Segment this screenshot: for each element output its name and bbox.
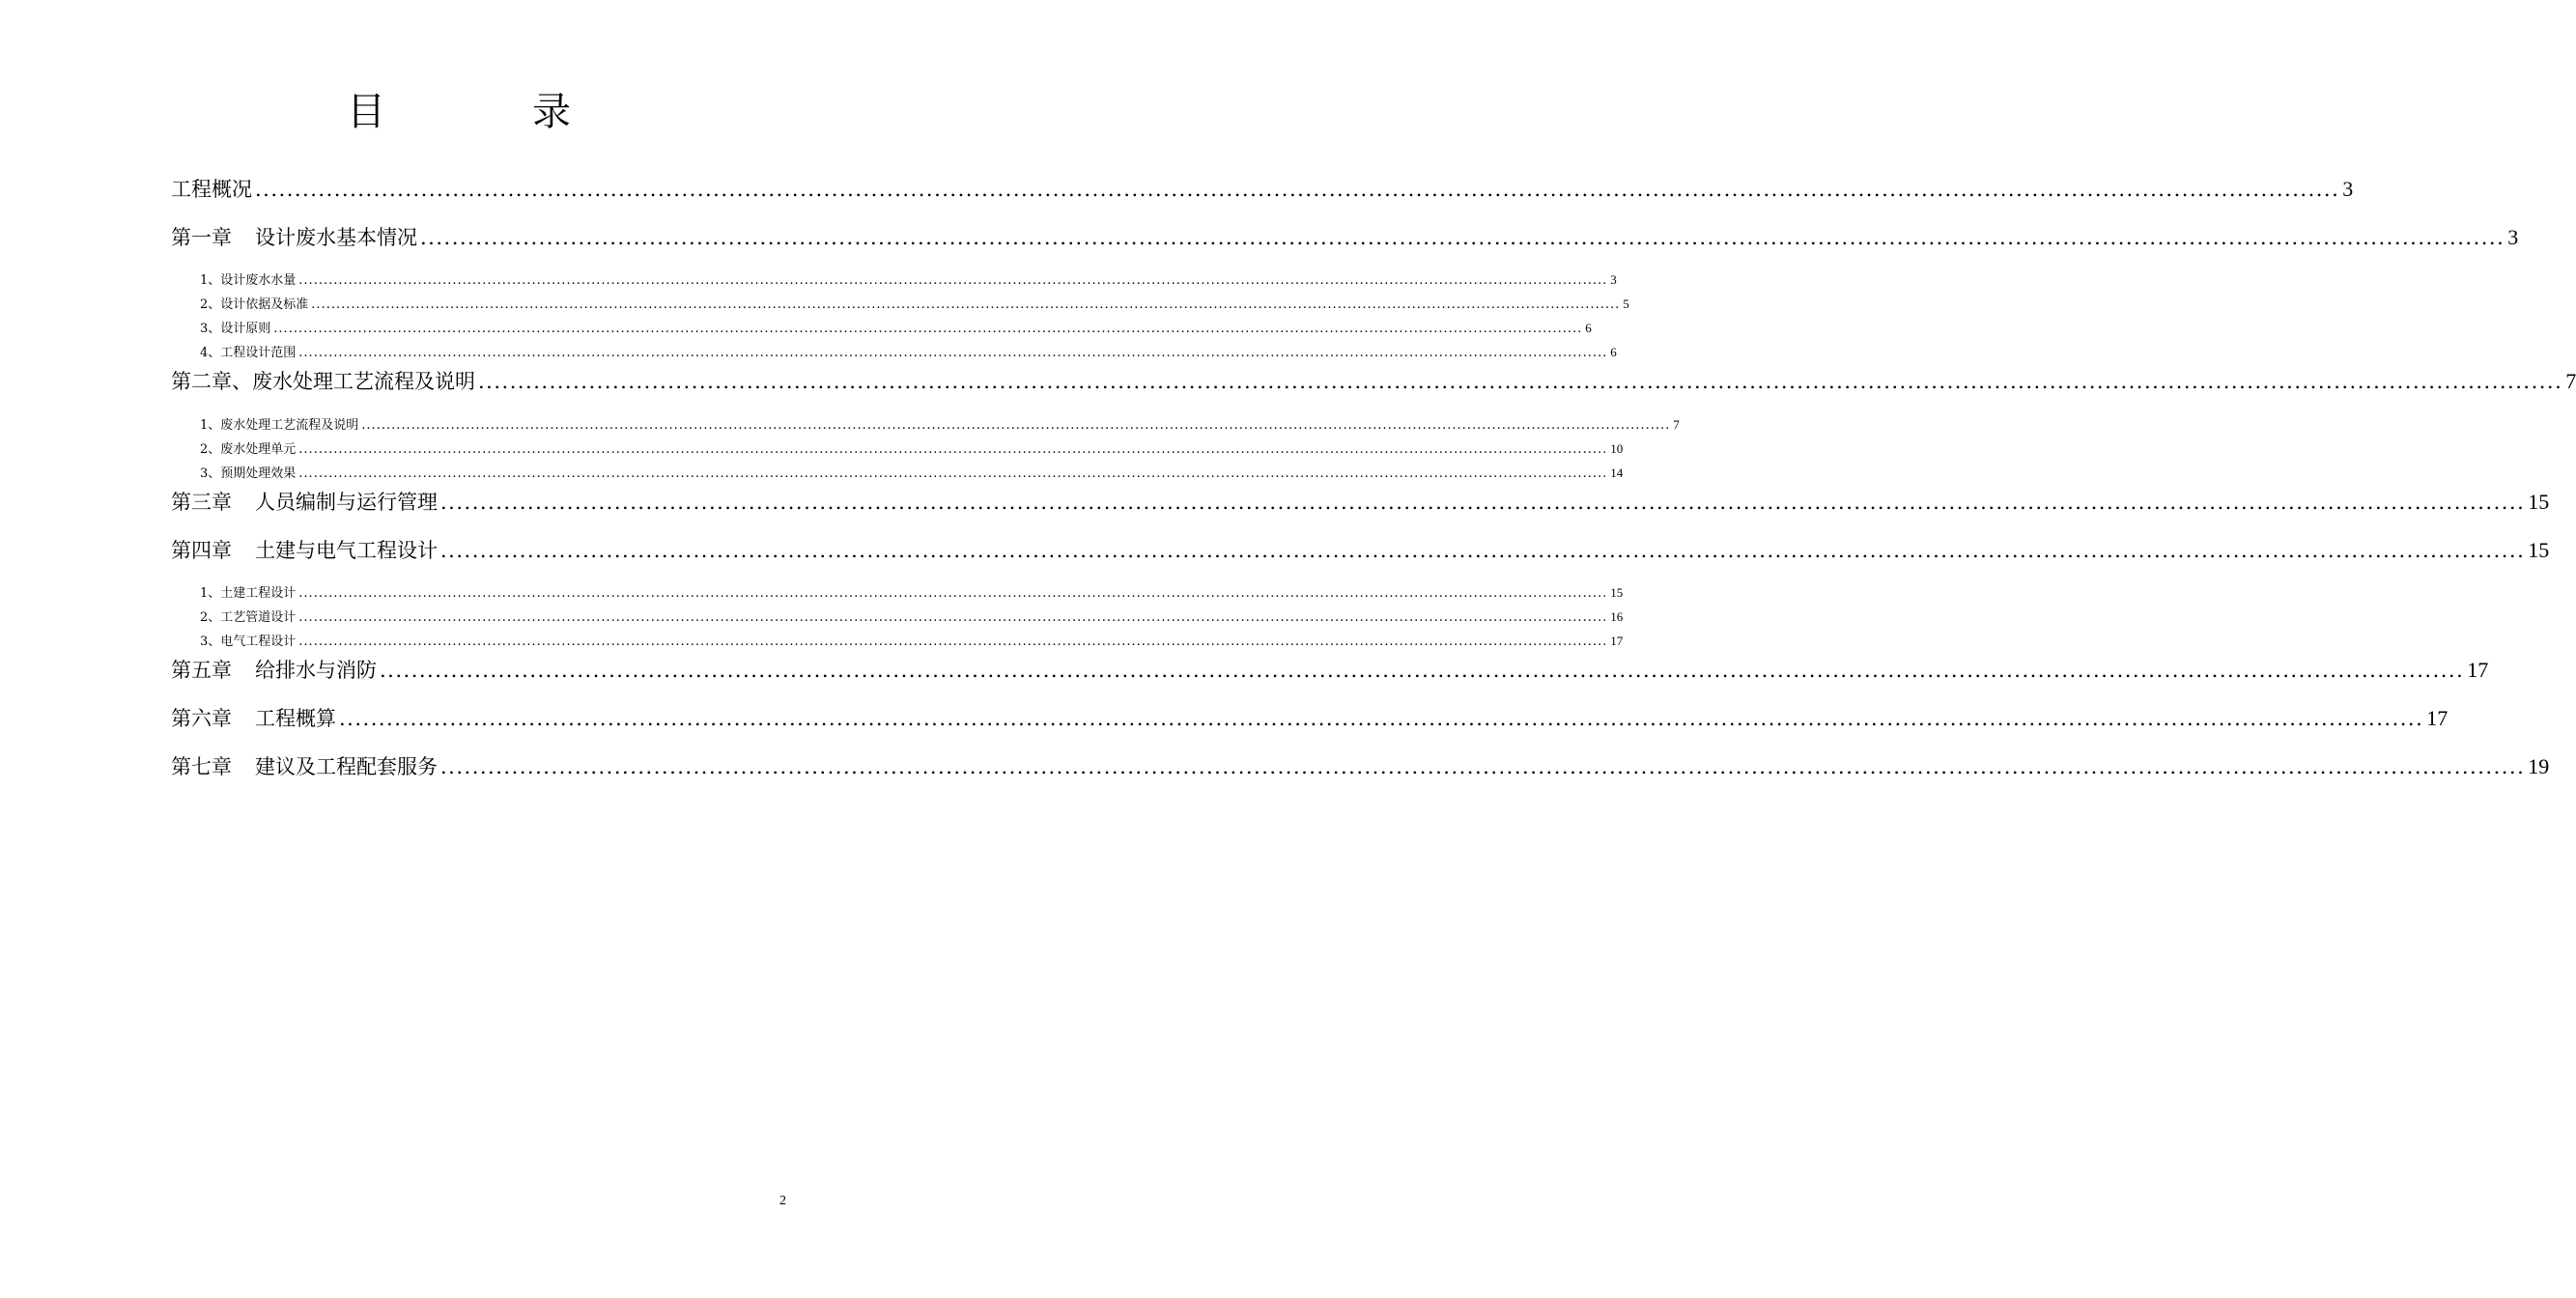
toc-page-number: 14	[1610, 466, 1624, 480]
section-number: 2、	[200, 442, 221, 457]
section-title: 工程设计范围	[220, 346, 297, 360]
section-number: 1、	[200, 273, 221, 288]
toc-page-number: 17	[2426, 706, 2449, 730]
section-title: 设计依据及标准	[220, 297, 309, 312]
toc-page-number: 10	[1610, 441, 1624, 456]
toc-entry-title	[171, 751, 438, 780]
toc-page-number: 15	[1610, 585, 1624, 600]
chapter-title: 人员编制与运行管理	[255, 491, 438, 514]
section-number: 1、	[200, 586, 221, 601]
toc-subentry[interactable]	[200, 342, 1617, 361]
toc-subentry-title	[200, 463, 296, 481]
toc-leader: ........................................................................................................................................................................................................................................................................	[380, 659, 2465, 682]
toc-page-number: 16	[1610, 609, 1624, 624]
toc-leader: ........................................................................................................................................................................................................................................................................	[440, 491, 2526, 514]
page-title: 目 录	[347, 90, 625, 134]
section-number: 3、	[200, 635, 221, 649]
toc-leader: ........................................................................................................................................................................................................................................................................	[298, 610, 1608, 625]
toc-subentry[interactable]	[200, 582, 1624, 602]
toc-subentry-title	[200, 294, 308, 312]
toc-leader: ........................................................................................................................................................................................................................................................................	[361, 418, 1671, 433]
chapter-label: 第五章	[171, 659, 232, 682]
toc-entry-title	[171, 535, 438, 564]
section-number: 2、	[200, 610, 221, 625]
chapter-label: 第四章	[171, 539, 232, 562]
toc-entry-title	[171, 655, 377, 684]
chapter-label: 第六章	[171, 707, 232, 730]
toc-subentry-title	[200, 631, 296, 649]
toc-entry-title	[171, 222, 417, 251]
chapter-title: 给排水与消防	[255, 659, 377, 682]
toc-subentry[interactable]	[200, 294, 1629, 313]
section-number: 1、	[200, 418, 221, 433]
toc-page-number: 15	[2528, 490, 2550, 514]
toc-page-number: 3	[2507, 225, 2519, 249]
toc-leader: ........................................................................................................................................................................................................................................................................	[273, 322, 1583, 336]
toc-leader: ........................................................................................................................................................................................................................................................................	[440, 539, 2526, 562]
section-number: 3、	[200, 466, 221, 481]
toc-leader: ........................................................................................................................................................................................................................................................................	[298, 635, 1608, 649]
chapter-title: 设计废水基本情况	[255, 226, 417, 249]
toc-page-number: 7	[2565, 369, 2576, 393]
chapter-title: 土建与电气工程设计	[255, 539, 438, 562]
toc-page-number: 3	[2342, 177, 2354, 201]
toc-leader: ........................................................................................................................................................................................................................................................................	[298, 586, 1608, 601]
toc-page-number: 6	[1610, 345, 1617, 359]
toc-entry-chapter-7[interactable]	[171, 751, 2550, 780]
toc-subentry-title	[200, 342, 296, 360]
toc-leader: ........................................................................................................................................................................................................................................................................	[298, 466, 1608, 481]
toc-leader: ........................................................................................................................................................................................................................................................................	[440, 755, 2526, 778]
toc-leader: ........................................................................................................................................................................................................................................................................	[420, 226, 2505, 249]
toc-subentry-title	[200, 318, 270, 336]
toc-subentry-title	[200, 582, 296, 601]
toc-subentry[interactable]	[200, 438, 1624, 458]
toc-subentry-title	[200, 607, 296, 625]
toc-subentry[interactable]	[200, 607, 1624, 626]
toc-entry-title: 第二章、废水处理工艺流程及说明	[171, 370, 475, 393]
toc-page-number: 6	[1585, 321, 1592, 335]
toc-entry-chapter-2[interactable]	[171, 366, 2576, 395]
toc-entry-chapter-4[interactable]	[171, 535, 2550, 564]
toc-subentry[interactable]	[200, 318, 1592, 337]
toc-entry-chapter-6[interactable]	[171, 703, 2449, 732]
toc-subentry[interactable]	[200, 463, 1624, 482]
toc-leader: ........................................................................................................................................................................................................................................................................	[339, 707, 2424, 730]
section-number: 3、	[200, 322, 221, 336]
section-number: 2、	[200, 297, 221, 312]
toc-entry-chapter-3[interactable]	[171, 487, 2550, 516]
toc-entry-title: 工程概况	[171, 178, 252, 201]
section-title: 设计原则	[220, 322, 271, 336]
toc-entry-chapter-5[interactable]	[171, 655, 2489, 684]
toc-page-number: 19	[2528, 754, 2550, 778]
toc-leader: ........................................................................................................................................................................................................................................................................	[311, 297, 1621, 312]
toc-leader: ........................................................................................................................................................................................................................................................................	[478, 370, 2563, 393]
page-number: 2	[779, 1194, 786, 1208]
toc-subentry-title	[200, 438, 296, 457]
chapter-title: 建议及工程配套服务	[255, 755, 438, 778]
chapter-label: 第一章	[171, 226, 232, 249]
chapter-label: 第七章	[171, 755, 232, 778]
toc-subentry[interactable]	[200, 269, 1617, 289]
toc-entry-overview[interactable]	[171, 174, 2354, 203]
toc-subentry-title	[200, 269, 296, 288]
toc-page-number: 3	[1610, 272, 1617, 287]
chapter-title: 工程概算	[255, 707, 336, 730]
section-title: 废水处理单元	[220, 442, 297, 457]
toc-subentry-title	[200, 414, 358, 433]
toc-leader: ........................................................................................................................................................................................................................................................................	[255, 178, 2340, 201]
toc-page-number: 5	[1623, 296, 1629, 311]
section-title: 预期处理效果	[220, 466, 297, 481]
section-title: 废水处理工艺流程及说明	[220, 418, 359, 433]
toc-entry-title	[171, 487, 438, 516]
toc-page-number: 15	[2528, 538, 2550, 562]
toc-entry-title	[171, 703, 336, 732]
section-title: 电气工程设计	[220, 635, 297, 649]
section-title: 工艺管道设计	[220, 610, 297, 625]
toc-leader: ........................................................................................................................................................................................................................................................................	[298, 442, 1608, 457]
toc-leader: ........................................................................................................................................................................................................................................................................	[298, 346, 1608, 360]
toc-page-number: 7	[1673, 417, 1680, 432]
toc-subentry[interactable]	[200, 414, 1680, 434]
section-title: 土建工程设计	[220, 586, 297, 601]
toc-entry-chapter-1[interactable]	[171, 222, 2519, 251]
toc-page-number: 17	[2467, 658, 2489, 682]
section-number: 4、	[200, 346, 221, 360]
chapter-label: 第三章	[171, 491, 232, 514]
toc-leader: ........................................................................................................................................................................................................................................................................	[298, 273, 1608, 288]
toc-page-number: 17	[1610, 634, 1624, 648]
toc-subentry[interactable]	[200, 631, 1624, 650]
section-title: 设计废水水量	[220, 273, 297, 288]
